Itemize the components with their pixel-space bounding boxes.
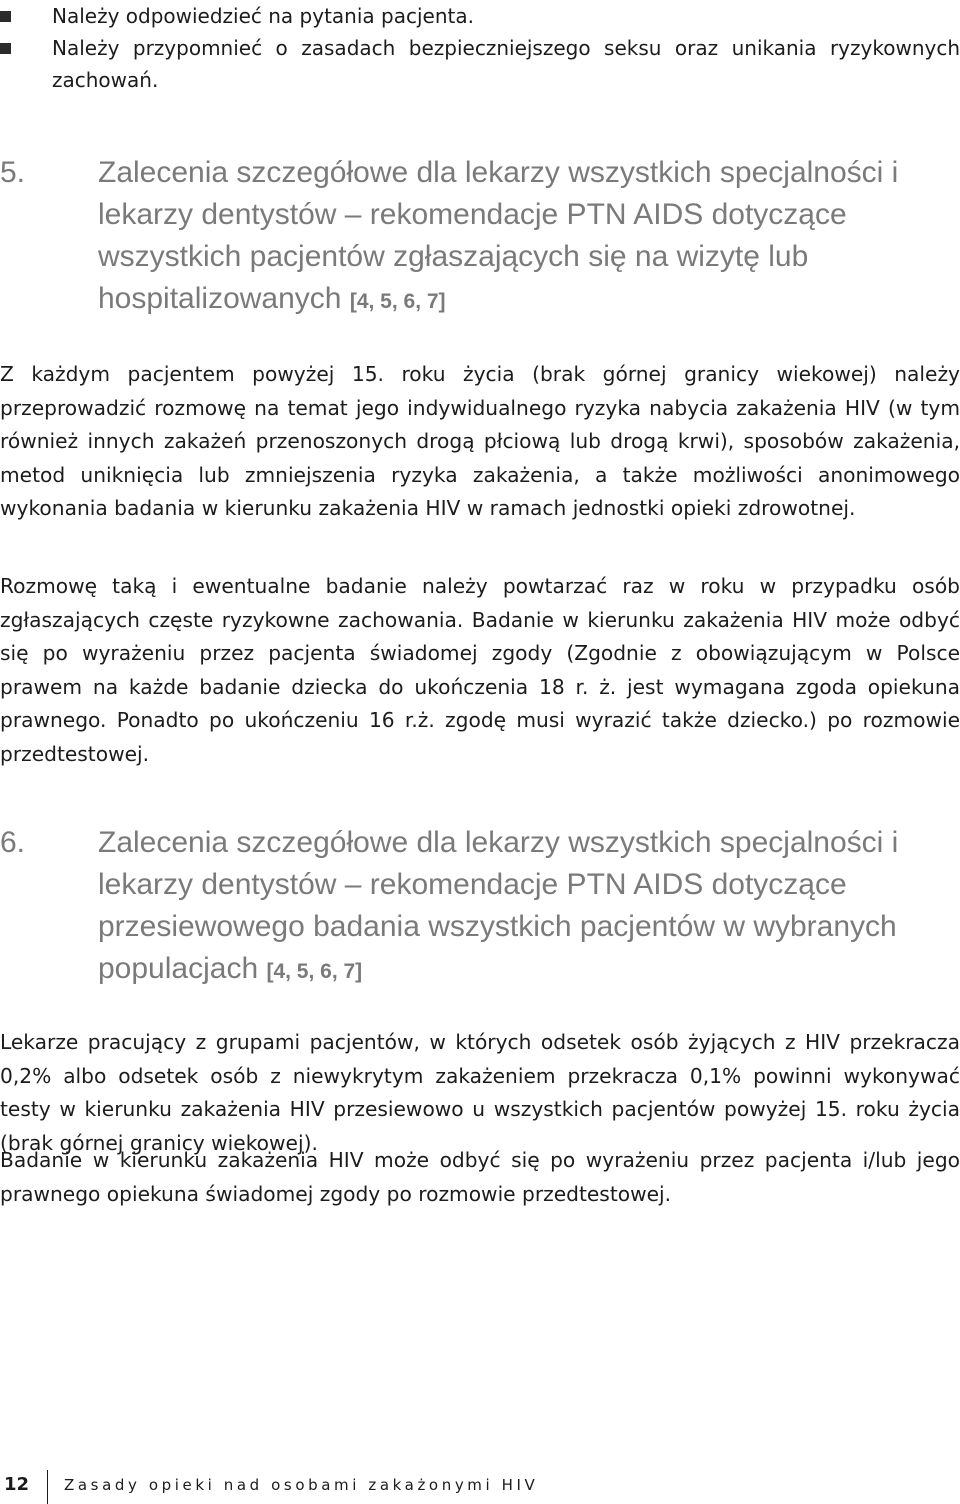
footer-divider xyxy=(47,1470,48,1504)
section-heading xyxy=(0,152,960,323)
square-bullet-icon xyxy=(0,43,11,54)
section-title-text: Zalecenia szczegółowe dla lekarzy wszystkich specjalności i lekarzy dentystów – rekomendacje PTN AIDS dotyczące przesiewowego badania wszystkich pacjentów w wybranych populacjach xyxy=(98,826,899,985)
section-title xyxy=(98,822,928,993)
list-item xyxy=(0,32,960,96)
section-title-text: Zalecenia szczegółowe dla lekarzy wszystkich specjalności i lekarzy dentystów – rekomendacje PTN AIDS dotyczące wszystkich pacjentów zgłaszających się na wizytę lub hospitalizowanych xyxy=(98,156,899,315)
running-title: Zasady opieki nad osobami zakażonymi HIV xyxy=(64,1476,539,1494)
section-title xyxy=(98,152,960,323)
paragraph: Badanie w kierunku zakażenia HIV może odbyć się po wyrażeniu przez pacjenta i/lub jego prawnego opiekuna świadomej zgody po rozmowie przedtestowej. xyxy=(0,1148,960,1206)
section-heading xyxy=(0,822,960,993)
bullet-list xyxy=(0,0,960,96)
bullet-text: Należy odpowiedzieć na pytania pacjenta. xyxy=(52,4,474,28)
paragraph: Lekarze pracujący z grupami pacjentów, w których odsetek osób żyjących z HIV przekracza 0,2% albo odsetek osób z niewykrytym zakażeniem przekracza 0,1% powinni wykonywać testy w kierunku zakażenia HIV przesiewowo u wszystkich pacjentów powyżej 15. roku życia (brak górnej granicy wiekowej). xyxy=(0,1030,960,1155)
list-item xyxy=(0,0,960,32)
section-references: [4, 5, 6, 7] xyxy=(349,290,446,313)
section-number: 6. xyxy=(0,826,26,859)
page-footer xyxy=(0,1470,960,1504)
section-number: 5. xyxy=(0,156,26,189)
page-number: 12 xyxy=(4,1474,30,1495)
bullet-text: Należy przypomnieć o zasadach bezpieczniejszego seksu oraz unikania ryzykownych zachowań. xyxy=(52,36,960,92)
paragraph: Z każdym pacjentem powyżej 15. roku życia (brak górnej granicy wiekowej) należy przeprowadzić rozmowę na temat jego indywidualnego ryzyka nabycia zakażenia HIV (w tym również innych zakażeń przenoszonych drogą płciową lub drogą krwi), sposobów zakażenia, metod uniknięcia lub zmniejszenia ryzyka zakażenia, a także możliwości anonimowego wykonania badania w kierunku zakażenia HIV w ramach jednostki opieki zdrowotnej. xyxy=(0,362,960,520)
section-references: [4, 5, 6, 7] xyxy=(266,960,363,983)
square-bullet-icon xyxy=(0,11,11,22)
paragraph: Rozmowę taką i ewentualne badanie należy powtarzać raz w roku w przypadku osób zgłaszających częste ryzykowne zachowania. Badanie w kierunku zakażenia HIV może odbyć się po wyrażeniu przez pacjenta świadomej zgody (Zgodnie z obowiązującym w Polsce prawem na każde badanie dziecka do ukończenia 18 r. ż. jest wymagana zgoda opiekuna prawnego. Ponadto po ukończeniu 16 r.ż. zgodę musi wyrazić także dziecko.) po rozmowie przedtestowej. xyxy=(0,574,960,766)
